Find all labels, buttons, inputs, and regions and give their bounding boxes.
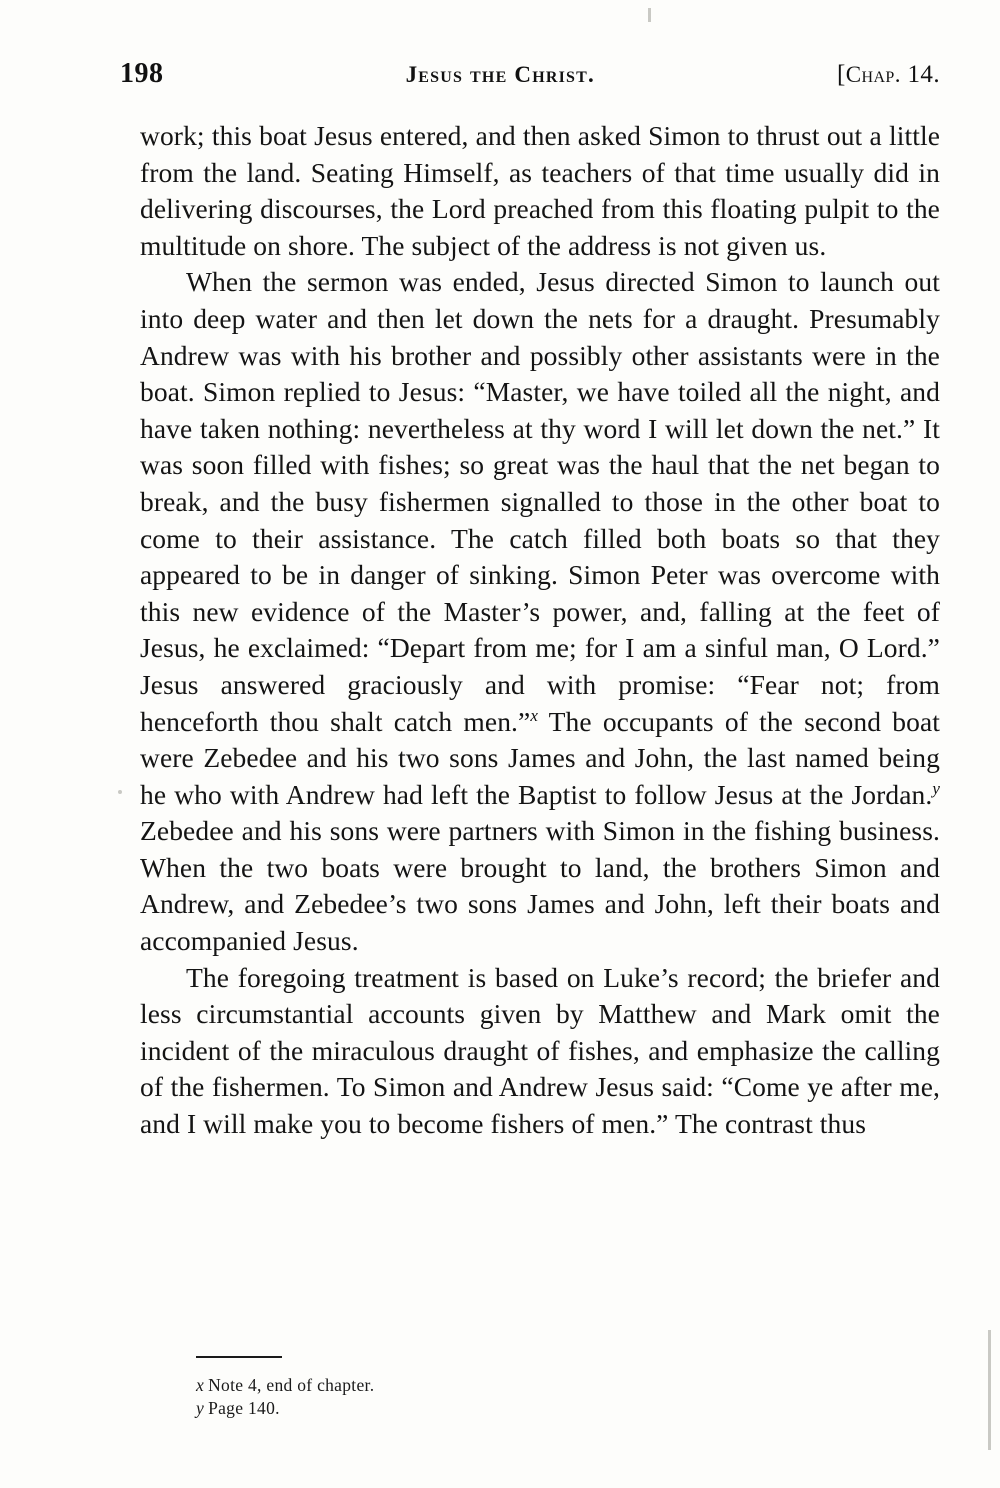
scan-artifact-left-dot [118, 790, 122, 794]
paragraph-1: work; this boat Jesus entered, and then asked Simon to thrust out a little from the land. Seating Himself, as teachers of that time usually did in delivering discourses, the Lord preached from this floating pulpit to the multitude on shore. The subject of the address is not given us. [140, 120, 940, 261]
footnote-marker-y[interactable]: y [932, 778, 940, 798]
body-text [140, 118, 940, 1143]
footnote-marker-x[interactable]: x [530, 705, 538, 725]
scan-artifact-top-tick [648, 8, 651, 22]
chapter-ref-bracket: [ [837, 61, 846, 88]
paragraph-2-segment-1: When the sermon was ended, Jesus directed Simon to launch out into deep water and then let down the nets for a draught. Presumably Andrew was with his brother and possibly other assistants were in the boat. Simon replied to Jesus: “Master, we have toiled all the night, and have taken nothing: nevertheless at thy word I will let down the net.” It was soon filled with fishes; so great was the haul that the net began to break, and the busy fishermen signalled to those in the other boat to come to their assistance. The catch filled both boats so that they appeared to be in danger of sinking. Simon Peter was overcome with this new evidence of the Master’s power, and, falling at the feet of Jesus, he exclaimed: “Depart from me; for I am a sinful man, O Lord.” Jesus answered graciously and with promise: “Fear not; from henceforth thou shalt catch men.” [140, 266, 940, 737]
running-title: Jesus the Christ. [405, 62, 595, 87]
footnote-x-marker: x [196, 1375, 205, 1395]
footnote-x-text: Note 4, end of chapter. [208, 1375, 375, 1395]
paragraph-2-segment-2: The occupants of the second boat were Zebedee and his two sons James and John, the last named being he who with Andrew had left the Baptist to follow Jesus at the Jordan. [140, 705, 940, 810]
footnote-separator [196, 1356, 282, 1358]
footnote-list [196, 1374, 796, 1420]
paragraph-3: The foregoing treatment is based on Luke’s record; the briefer and less circumstantial accounts given by Matthew and Mark omit the incident of the miraculous draught of fishes, and emphasize the calling of the fishermen. To Simon and Andrew Jesus said: “Come ye after me, and I will make you to become fishers of men.” The contrast thus [140, 961, 940, 1140]
chapter-ref-label: Chap. [845, 62, 901, 87]
footnote-y [196, 1397, 796, 1420]
footnote-x [196, 1374, 796, 1397]
paragraph-2-segment-3: Zebedee and his sons were partners with Simon in the fishing business. When the two boats were brought to land, the brothers Simon and Andrew, and Zebedee’s two sons James and John, left their boats and accompanied Jesus. [140, 815, 940, 957]
page-number: 198 [120, 58, 164, 89]
page-header [120, 58, 940, 90]
scan-artifact-right-bar [988, 1330, 991, 1450]
footnote-y-marker: y [196, 1398, 205, 1418]
paragraph-2 [140, 264, 940, 959]
chapter-reference [837, 61, 940, 89]
chapter-ref-number: 14. [907, 61, 940, 88]
footnote-y-text: Page 140. [208, 1398, 280, 1418]
